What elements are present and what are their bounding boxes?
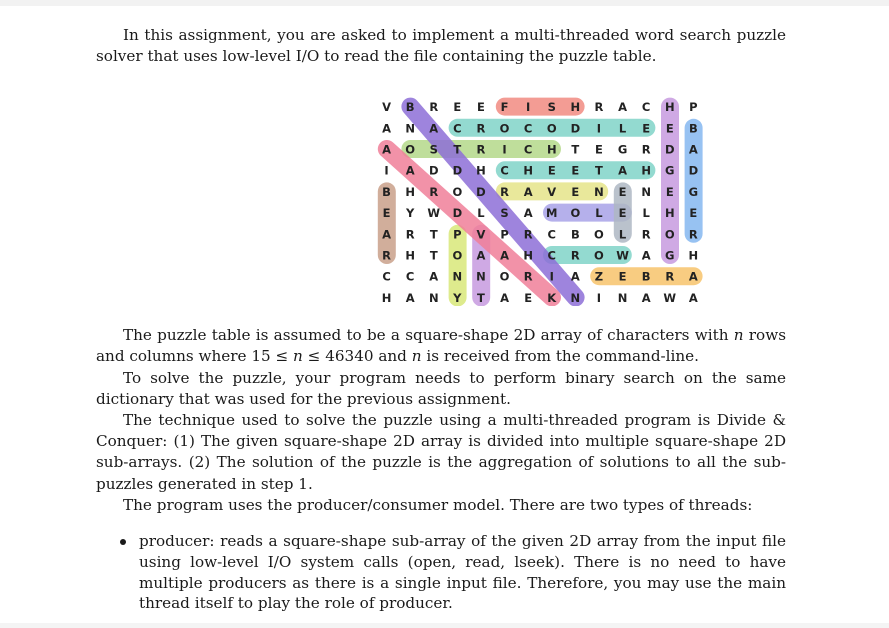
- puzzle-letter: T: [429, 248, 439, 263]
- puzzle-letter: O: [405, 142, 416, 157]
- puzzle-letter: H: [688, 248, 699, 263]
- puzzle-letter: R: [641, 227, 652, 242]
- puzzle-letter: R: [523, 227, 534, 242]
- puzzle-letter: R: [382, 248, 392, 263]
- puzzle-letter: A: [688, 290, 699, 305]
- puzzle-letter: B: [405, 100, 416, 115]
- puzzle-letter: R: [405, 227, 416, 242]
- puzzle-letter: D: [452, 163, 463, 178]
- puzzle-letter: P: [689, 100, 699, 115]
- puzzle-letter: S: [547, 100, 557, 115]
- intro-paragraph: In this assignment, you are asked to implement a multi-threaded word search puzzle solver that uses low-level I/O to read the file containing the puzzle table.: [96, 26, 786, 66]
- puzzle-letter: L: [618, 121, 627, 136]
- puzzle-letter: A: [500, 248, 510, 263]
- puzzle-letter: E: [618, 269, 627, 284]
- puzzle-letter: I: [502, 142, 508, 157]
- puzzle-letter: V: [547, 184, 557, 199]
- puzzle-letter: O: [664, 227, 676, 242]
- puzzle-letter: T: [571, 142, 580, 157]
- puzzle-letter: E: [453, 100, 462, 115]
- puzzle-letter: R: [429, 184, 439, 199]
- puzzle-letter: T: [429, 227, 439, 242]
- paragraph-divide-conquer: The technique used to solve the puzzle using a multi-threaded program is Divide & Conquer: (1) The given square-shape 2D array is divided into multiple square-shape 2D sub-arrays. (2) The solution of the puzzle is the aggregation of solutions to all the sub-puzzles generated in step 1.: [96, 411, 786, 493]
- puzzle-letter: L: [642, 206, 651, 221]
- paragraph-table-shape: [96, 325, 786, 367]
- math-n: n: [293, 347, 303, 366]
- puzzle-letter: D: [452, 206, 463, 221]
- para1-part-d: is received from the command-line.: [421, 347, 699, 366]
- puzzle-letter: A: [641, 290, 652, 305]
- puzzle-letter: A: [688, 142, 699, 157]
- math-n: n: [411, 347, 422, 366]
- puzzle-letter: G: [617, 142, 628, 157]
- puzzle-letter: K: [547, 290, 557, 305]
- top-edge: [0, 0, 889, 6]
- puzzle-letter: E: [571, 184, 580, 199]
- puzzle-letter: E: [618, 206, 627, 221]
- puzzle-letter: D: [664, 142, 676, 157]
- puzzle-letter: T: [595, 163, 604, 178]
- puzzle-letter: G: [665, 248, 675, 263]
- puzzle-letter: A: [429, 269, 439, 284]
- puzzle-letter: I: [596, 121, 602, 136]
- puzzle-letter: H: [546, 142, 558, 157]
- puzzle-letter: D: [570, 121, 581, 136]
- puzzle-letter: S: [429, 142, 439, 157]
- puzzle-letter: E: [477, 100, 486, 115]
- puzzle-letter: P: [500, 227, 510, 242]
- puzzle-letter: E: [665, 121, 675, 136]
- puzzle-letter: R: [665, 269, 675, 284]
- puzzle-letter: A: [476, 248, 486, 263]
- puzzle-letter: V: [382, 100, 392, 115]
- puzzle-letter: N: [617, 290, 628, 305]
- puzzle-letter: N: [570, 290, 581, 305]
- puzzle-letter: A: [618, 163, 628, 178]
- puzzle-letter: N: [641, 184, 652, 199]
- puzzle-letter: R: [570, 248, 581, 263]
- paragraph-binary-search: To solve the puzzle, your program needs to perform binary search on the same dictionary that was used for the previous assignment.: [96, 369, 786, 409]
- puzzle-letter: L: [618, 227, 627, 242]
- puzzle-letter: C: [500, 163, 510, 178]
- puzzle-letter: T: [453, 142, 462, 157]
- bullet-marker: [120, 539, 126, 545]
- puzzle-letter: H: [523, 163, 534, 178]
- puzzle-letter: N: [594, 184, 605, 199]
- puzzle-letter: S: [500, 206, 510, 221]
- puzzle-letter: C: [547, 227, 557, 242]
- puzzle-letter: H: [476, 163, 487, 178]
- puzzle-letter: R: [500, 184, 510, 199]
- puzzle-letter: M: [546, 206, 558, 221]
- puzzle-letter: A: [382, 227, 392, 242]
- puzzle-letter: E: [642, 121, 651, 136]
- puzzle-letter: R: [641, 142, 652, 157]
- puzzle-letter: L: [595, 206, 604, 221]
- puzzle-letter: P: [453, 227, 463, 242]
- puzzle-letter: A: [523, 206, 534, 221]
- bottom-edge: [0, 623, 889, 628]
- puzzle-letter: B: [641, 269, 652, 284]
- puzzle-letter: D: [688, 163, 699, 178]
- paragraph-producer-consumer: The program uses the producer/consumer model. There are two types of threads:: [123, 496, 753, 514]
- puzzle-letter: C: [382, 269, 392, 284]
- puzzle-letter: C: [641, 100, 651, 115]
- puzzle-letter: T: [477, 290, 486, 305]
- puzzle-letter: I: [596, 290, 602, 305]
- para1-part-c: ≤ 46340 and: [302, 347, 412, 366]
- puzzle-letter: H: [405, 248, 416, 263]
- puzzle-grid: [366, 88, 711, 306]
- puzzle-letter: C: [523, 121, 533, 136]
- bullet-producer: producer: reads a square-shape sub-array of the given 2D array from the input file using low-level I/O system calls (open, read, lseek). There is no need to have multiple producers as there is a single input file. Therefore, you may use the main thread itself to play the role of producer.: [139, 532, 786, 613]
- puzzle-letter: O: [452, 184, 463, 199]
- puzzle-letter: N: [428, 290, 440, 305]
- puzzle-letter: H: [570, 100, 581, 115]
- puzzle-letter: E: [571, 163, 580, 178]
- puzzle-letter: H: [523, 248, 534, 263]
- puzzle-letter: R: [688, 227, 699, 242]
- puzzle-letter: O: [546, 121, 558, 136]
- puzzle-letter: H: [405, 184, 416, 199]
- puzzle-letter: C: [453, 121, 463, 136]
- puzzle-letter: C: [405, 269, 415, 284]
- puzzle-letter: C: [547, 248, 557, 263]
- puzzle-letter: A: [618, 100, 628, 115]
- puzzle-letter: F: [500, 100, 509, 115]
- puzzle-letter: G: [688, 184, 699, 199]
- puzzle-letter: N: [452, 269, 463, 284]
- puzzle-letter: A: [523, 184, 534, 199]
- puzzle-letter: H: [641, 163, 652, 178]
- puzzle-letter: A: [688, 269, 699, 284]
- puzzle-letter: H: [664, 100, 676, 115]
- puzzle-letter: A: [500, 290, 510, 305]
- puzzle-letter: N: [405, 121, 416, 136]
- puzzle-letter: N: [476, 269, 487, 284]
- puzzle-letter: B: [382, 184, 392, 199]
- puzzle-letter: A: [382, 121, 392, 136]
- puzzle-letter: W: [616, 248, 630, 263]
- para1-part-b: rows and columns where 15 ≤: [96, 326, 786, 366]
- puzzle-letter: E: [382, 206, 391, 221]
- puzzle-letter: A: [641, 248, 652, 263]
- puzzle-letter: E: [689, 206, 698, 221]
- puzzle-letter: I: [549, 269, 555, 284]
- puzzle-letter: E: [595, 142, 604, 157]
- puzzle-letter: E: [547, 163, 557, 178]
- puzzle-letter: I: [526, 100, 531, 115]
- puzzle-letter: A: [570, 269, 581, 284]
- puzzle-letter: D: [428, 163, 440, 178]
- puzzle-letter: E: [665, 184, 675, 199]
- puzzle-letter: Y: [453, 290, 463, 305]
- puzzle-letter: B: [570, 227, 581, 242]
- puzzle-letter: I: [384, 163, 390, 178]
- puzzle-letter: O: [594, 227, 605, 242]
- puzzle-letter: O: [570, 206, 581, 221]
- puzzle-letter: R: [429, 100, 439, 115]
- puzzle-letter: A: [382, 142, 392, 157]
- puzzle-letter: R: [476, 142, 486, 157]
- puzzle-letter: R: [594, 100, 604, 115]
- puzzle-letter: E: [618, 184, 627, 199]
- puzzle-letter: O: [452, 248, 463, 263]
- puzzle-letter: A: [405, 290, 416, 305]
- puzzle-letter: A: [405, 163, 416, 178]
- math-n: n: [733, 326, 744, 344]
- puzzle-letter: G: [665, 163, 675, 178]
- puzzle-letter: V: [476, 227, 486, 242]
- puzzle-letter: E: [524, 290, 533, 305]
- puzzle-letter: W: [427, 206, 441, 221]
- puzzle-letter: B: [688, 121, 699, 136]
- puzzle-letter: D: [476, 184, 487, 199]
- puzzle-letter: W: [663, 290, 677, 305]
- puzzle-letter: Z: [594, 269, 604, 284]
- puzzle-letter: A: [429, 121, 439, 136]
- word-search-puzzle: [366, 88, 711, 306]
- puzzle-letter: C: [523, 142, 533, 157]
- puzzle-letter: H: [664, 206, 676, 221]
- puzzle-letter: H: [381, 290, 392, 305]
- puzzle-letter: O: [594, 248, 605, 263]
- puzzle-letter: O: [499, 269, 510, 284]
- puzzle-letter: Y: [405, 206, 415, 221]
- para1-part-a: The puzzle table is assumed to be a square-shape 2D array of characters with: [123, 326, 734, 344]
- puzzle-letter: L: [477, 206, 486, 221]
- puzzle-letter: R: [523, 269, 534, 284]
- puzzle-letter: R: [476, 121, 486, 136]
- puzzle-letter: O: [499, 121, 510, 136]
